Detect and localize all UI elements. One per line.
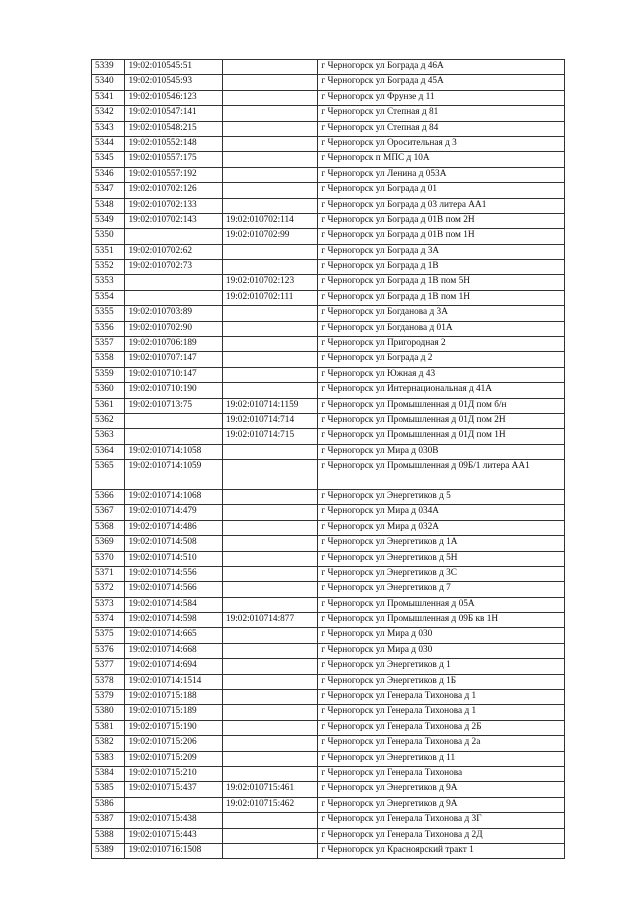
related-cadastral-number-cell [222,582,317,597]
related-cadastral-number-cell: 19:02:010702:99 [222,229,317,244]
address-cell: г Черногорск ул Энергетиков д 5Н [318,551,565,566]
table-row [92,674,565,689]
table-row [92,167,565,182]
address-cell: г Черногорск ул Красноярский тракт 1 [318,843,565,858]
cadastral-number-cell: 19:02:010703:89 [125,306,222,321]
cadastral-number-cell: 19:02:010546:123 [125,90,222,105]
address-cell: г Черногорск ул Энергетиков д 11 [318,751,565,766]
address-cell: г Черногорск ул Энергетиков д 9А [318,782,565,797]
row-number-cell: 5378 [92,674,125,689]
table-row [92,705,565,720]
table-row [92,566,565,581]
table-row [92,720,565,735]
row-number-cell: 5380 [92,705,125,720]
address-cell: г Черногорск ул Промышленная д 01Д пом 1Н [318,429,565,444]
address-cell: г Черногорск ул Бограда д 2 [318,352,565,367]
row-number-cell: 5358 [92,352,125,367]
related-cadastral-number-cell: 19:02:010714:877 [222,613,317,628]
cadastral-number-cell: 19:02:010714:508 [125,536,222,551]
row-number-cell: 5346 [92,167,125,182]
table-row [92,690,565,705]
address-cell: г Черногорск ул Богданова д 01А [318,321,565,336]
cadastral-number-cell: 19:02:010706:189 [125,337,222,352]
row-number-cell: 5361 [92,398,125,413]
cadastral-number-cell: 19:02:010548:215 [125,121,222,136]
related-cadastral-number-cell [222,720,317,735]
address-cell: г Черногорск ул Бограда д 45А [318,75,565,90]
row-number-cell: 5389 [92,843,125,858]
row-number-cell: 5367 [92,505,125,520]
address-cell: г Черногорск ул Степная д 81 [318,106,565,121]
cadastral-number-cell: 19:02:010714:510 [125,551,222,566]
related-cadastral-number-cell [222,828,317,843]
row-number-cell: 5381 [92,720,125,735]
table-row [92,306,565,321]
cadastral-number-cell [125,429,222,444]
related-cadastral-number-cell: 19:02:010714:715 [222,429,317,444]
cadastral-number-cell: 19:02:010545:93 [125,75,222,90]
table-row [92,782,565,797]
address-cell: г Черногорск ул Бограда д 46А [318,60,565,75]
table-row [92,275,565,290]
address-cell: г Черногорск ул Бограда д 1В пом 1Н [318,290,565,305]
row-number-cell: 5363 [92,429,125,444]
table-row [92,797,565,812]
address-cell: г Черногорск ул Промышленная д 01Д пом 2Н [318,413,565,428]
row-number-cell: 5349 [92,213,125,228]
table-row [92,751,565,766]
table-row [92,260,565,275]
table-row [92,628,565,643]
address-cell: г Черногорск ул Генерала Тихонова д 2Д [318,828,565,843]
row-number-cell: 5387 [92,813,125,828]
row-number-cell: 5360 [92,383,125,398]
cadastral-number-cell [125,290,222,305]
related-cadastral-number-cell [222,659,317,674]
address-cell: г Черногорск ул Генерала Тихонова д 1 [318,690,565,705]
related-cadastral-number-cell: 19:02:010715:461 [222,782,317,797]
address-cell: г Черногорск ул Энергетиков д 9А [318,797,565,812]
address-cell: г Черногорск ул Бограда д 1В [318,260,565,275]
table-row [92,229,565,244]
address-cell: г Черногорск ул Мира д 034А [318,505,565,520]
address-cell: г Черногорск ул Энергетиков д 3С [318,566,565,581]
related-cadastral-number-cell: 19:02:010702:114 [222,213,317,228]
address-cell: г Черногорск ул Богданова д 3А [318,306,565,321]
address-cell: г Черногорск ул Энергетиков д 5 [318,489,565,504]
related-cadastral-number-cell [222,106,317,121]
cadastral-number-cell: 19:02:010713:75 [125,398,222,413]
related-cadastral-number-cell [222,337,317,352]
related-cadastral-number-cell [222,60,317,75]
table-row [92,766,565,781]
row-number-cell: 5345 [92,152,125,167]
row-number-cell: 5388 [92,828,125,843]
table-row [92,460,565,490]
cadastral-number-cell: 19:02:010702:73 [125,260,222,275]
table-row [92,843,565,858]
row-number-cell: 5374 [92,613,125,628]
row-number-cell: 5366 [92,489,125,504]
related-cadastral-number-cell: 19:02:010702:123 [222,275,317,290]
property-register-table [91,59,565,859]
address-cell: г Черногорск ул Мира д 030 [318,643,565,658]
related-cadastral-number-cell: 19:02:010714:714 [222,413,317,428]
row-number-cell: 5342 [92,106,125,121]
cadastral-number-cell: 19:02:010715:437 [125,782,222,797]
table-row [92,106,565,121]
address-cell: г Черногорск ул Промышленная д 01Д пом б/н [318,398,565,413]
cadastral-number-cell: 19:02:010714:668 [125,643,222,658]
related-cadastral-number-cell [222,321,317,336]
table-row [92,505,565,520]
row-number-cell: 5384 [92,766,125,781]
table-row [92,213,565,228]
related-cadastral-number-cell [222,813,317,828]
related-cadastral-number-cell [222,551,317,566]
table-row [92,659,565,674]
table-row [92,613,565,628]
cadastral-number-cell: 19:02:010547:141 [125,106,222,121]
address-cell: г Черногорск ул Бограда д 01 [318,183,565,198]
cadastral-number-cell: 19:02:010702:90 [125,321,222,336]
cadastral-number-cell: 19:02:010714:486 [125,520,222,535]
row-number-cell: 5343 [92,121,125,136]
related-cadastral-number-cell [222,460,317,490]
table-row [92,367,565,382]
address-cell: г Черногорск ул Генерала Тихонова [318,766,565,781]
row-number-cell: 5348 [92,198,125,213]
cadastral-number-cell: 19:02:010716:1508 [125,843,222,858]
row-number-cell: 5359 [92,367,125,382]
table-row [92,90,565,105]
related-cadastral-number-cell [222,152,317,167]
table-row [92,121,565,136]
related-cadastral-number-cell [222,843,317,858]
table-row [92,244,565,259]
cadastral-number-cell: 19:02:010714:556 [125,566,222,581]
related-cadastral-number-cell [222,489,317,504]
table-row [92,383,565,398]
related-cadastral-number-cell [222,505,317,520]
cadastral-number-cell: 19:02:010714:584 [125,597,222,612]
table-row [92,290,565,305]
address-cell: г Черногорск ул Генерала Тихонова д 2Б [318,720,565,735]
related-cadastral-number-cell [222,566,317,581]
row-number-cell: 5369 [92,536,125,551]
address-cell: г Черногорск ул Энергетиков д 7 [318,582,565,597]
table-row [92,183,565,198]
table-row [92,321,565,336]
row-number-cell: 5357 [92,337,125,352]
address-cell: г Черногорск ул Энергетиков д 1 [318,659,565,674]
address-cell: г Черногорск ул Промышленная д 09Б/1 литера АА1 [318,460,565,490]
address-cell: г Черногорск ул Энергетиков д 1А [318,536,565,551]
cadastral-number-cell: 19:02:010714:1059 [125,460,222,490]
related-cadastral-number-cell [222,444,317,459]
address-cell: г Черногорск ул Промышленная д 09Б кв 1Н [318,613,565,628]
row-number-cell: 5353 [92,275,125,290]
address-cell: г Черногорск ул Пригородная 2 [318,337,565,352]
address-cell: г Черногорск п МПС д 10А [318,152,565,167]
cadastral-number-cell: 19:02:010714:1068 [125,489,222,504]
cadastral-number-cell: 19:02:010702:62 [125,244,222,259]
row-number-cell: 5339 [92,60,125,75]
table-row [92,489,565,504]
cadastral-number-cell: 19:02:010714:566 [125,582,222,597]
address-cell: г Черногорск ул Интернациональная д 41А [318,383,565,398]
row-number-cell: 5347 [92,183,125,198]
row-number-cell: 5350 [92,229,125,244]
row-number-cell: 5385 [92,782,125,797]
address-cell: г Черногорск ул Бограда д 3А [318,244,565,259]
row-number-cell: 5376 [92,643,125,658]
table-row [92,429,565,444]
cadastral-number-cell: 19:02:010702:133 [125,198,222,213]
table-row [92,813,565,828]
cadastral-number-cell: 19:02:010707:147 [125,352,222,367]
related-cadastral-number-cell [222,121,317,136]
related-cadastral-number-cell [222,690,317,705]
table-row [92,444,565,459]
row-number-cell: 5351 [92,244,125,259]
row-number-cell: 5379 [92,690,125,705]
related-cadastral-number-cell [222,643,317,658]
cadastral-number-cell: 19:02:010710:147 [125,367,222,382]
cadastral-number-cell: 19:02:010714:1514 [125,674,222,689]
table-row [92,736,565,751]
cadastral-number-cell: 19:02:010557:192 [125,167,222,182]
address-cell: г Черногорск ул Бограда д 03 литера АА1 [318,198,565,213]
row-number-cell: 5372 [92,582,125,597]
related-cadastral-number-cell [222,244,317,259]
cadastral-number-cell [125,229,222,244]
related-cadastral-number-cell [222,90,317,105]
row-number-cell: 5383 [92,751,125,766]
related-cadastral-number-cell [222,136,317,151]
register-table-body [92,60,565,859]
cadastral-number-cell: 19:02:010715:188 [125,690,222,705]
related-cadastral-number-cell [222,736,317,751]
address-cell: г Черногорск ул Промышленная д 05А [318,597,565,612]
address-cell: г Черногорск ул Энергетиков д 1Б [318,674,565,689]
cadastral-number-cell: 19:02:010714:694 [125,659,222,674]
row-number-cell: 5377 [92,659,125,674]
table-row [92,152,565,167]
related-cadastral-number-cell [222,198,317,213]
table-row [92,413,565,428]
cadastral-number-cell: 19:02:010702:143 [125,213,222,228]
row-number-cell: 5355 [92,306,125,321]
row-number-cell: 5352 [92,260,125,275]
table-row [92,597,565,612]
related-cadastral-number-cell [222,628,317,643]
related-cadastral-number-cell [222,306,317,321]
related-cadastral-number-cell [222,705,317,720]
address-cell: г Черногорск ул Мира д 030 [318,628,565,643]
table-row [92,398,565,413]
related-cadastral-number-cell [222,367,317,382]
table-row [92,520,565,535]
row-number-cell: 5344 [92,136,125,151]
table-row [92,352,565,367]
cadastral-number-cell: 19:02:010702:126 [125,183,222,198]
address-cell: г Черногорск ул Фрунзе д 11 [318,90,565,105]
related-cadastral-number-cell [222,75,317,90]
row-number-cell: 5364 [92,444,125,459]
table-row [92,75,565,90]
address-cell: г Черногорск ул Южная д 43 [318,367,565,382]
row-number-cell: 5356 [92,321,125,336]
related-cadastral-number-cell [222,674,317,689]
cadastral-number-cell: 19:02:010714:1058 [125,444,222,459]
row-number-cell: 5373 [92,597,125,612]
cadastral-number-cell [125,275,222,290]
cadastral-number-cell: 19:02:010715:189 [125,705,222,720]
cadastral-number-cell: 19:02:010545:51 [125,60,222,75]
table-row [92,582,565,597]
related-cadastral-number-cell: 19:02:010715:462 [222,797,317,812]
row-number-cell: 5362 [92,413,125,428]
cadastral-number-cell: 19:02:010715:438 [125,813,222,828]
related-cadastral-number-cell [222,167,317,182]
cadastral-number-cell: 19:02:010714:479 [125,505,222,520]
row-number-cell: 5370 [92,551,125,566]
row-number-cell: 5375 [92,628,125,643]
row-number-cell: 5371 [92,566,125,581]
table-row [92,60,565,75]
row-number-cell: 5368 [92,520,125,535]
address-cell: г Черногорск ул Бограда д 01В пом 1Н [318,229,565,244]
row-number-cell: 5382 [92,736,125,751]
cadastral-number-cell [125,797,222,812]
row-number-cell: 5340 [92,75,125,90]
related-cadastral-number-cell [222,766,317,781]
cadastral-number-cell: 19:02:010715:443 [125,828,222,843]
row-number-cell: 5341 [92,90,125,105]
related-cadastral-number-cell [222,536,317,551]
related-cadastral-number-cell [222,352,317,367]
address-cell: г Черногорск ул Мира д 030В [318,444,565,459]
cadastral-number-cell: 19:02:010715:209 [125,751,222,766]
cadastral-number-cell: 19:02:010710:190 [125,383,222,398]
row-number-cell: 5354 [92,290,125,305]
related-cadastral-number-cell [222,520,317,535]
related-cadastral-number-cell [222,183,317,198]
cadastral-number-cell: 19:02:010715:190 [125,720,222,735]
address-cell: г Черногорск ул Генерала Тихонова д 3Г [318,813,565,828]
related-cadastral-number-cell [222,383,317,398]
address-cell: г Черногорск ул Бограда д 1В пом 5Н [318,275,565,290]
address-cell: г Черногорск ул Оросительная д 3 [318,136,565,151]
address-cell: г Черногорск ул Генерала Тихонова д 2а [318,736,565,751]
table-row [92,551,565,566]
table-row [92,643,565,658]
table-row [92,337,565,352]
cadastral-number-cell: 19:02:010715:210 [125,766,222,781]
cadastral-number-cell: 19:02:010715:206 [125,736,222,751]
related-cadastral-number-cell [222,751,317,766]
table-row [92,136,565,151]
related-cadastral-number-cell: 19:02:010702:111 [222,290,317,305]
address-cell: г Черногорск ул Степная д 84 [318,121,565,136]
address-cell: г Черногорск ул Генерала Тихонова д 1 [318,705,565,720]
row-number-cell: 5386 [92,797,125,812]
related-cadastral-number-cell [222,260,317,275]
related-cadastral-number-cell: 19:02:010714:1159 [222,398,317,413]
table-row [92,536,565,551]
address-cell: г Черногорск ул Мира д 032А [318,520,565,535]
cadastral-number-cell: 19:02:010557:175 [125,152,222,167]
address-cell: г Черногорск ул Ленина д 053А [318,167,565,182]
row-number-cell: 5365 [92,460,125,490]
table-row [92,828,565,843]
cadastral-number-cell: 19:02:010714:665 [125,628,222,643]
related-cadastral-number-cell [222,597,317,612]
cadastral-number-cell [125,413,222,428]
table-row [92,198,565,213]
cadastral-number-cell: 19:02:010552:148 [125,136,222,151]
cadastral-number-cell: 19:02:010714:598 [125,613,222,628]
address-cell: г Черногорск ул Бограда д 01В пом 2Н [318,213,565,228]
